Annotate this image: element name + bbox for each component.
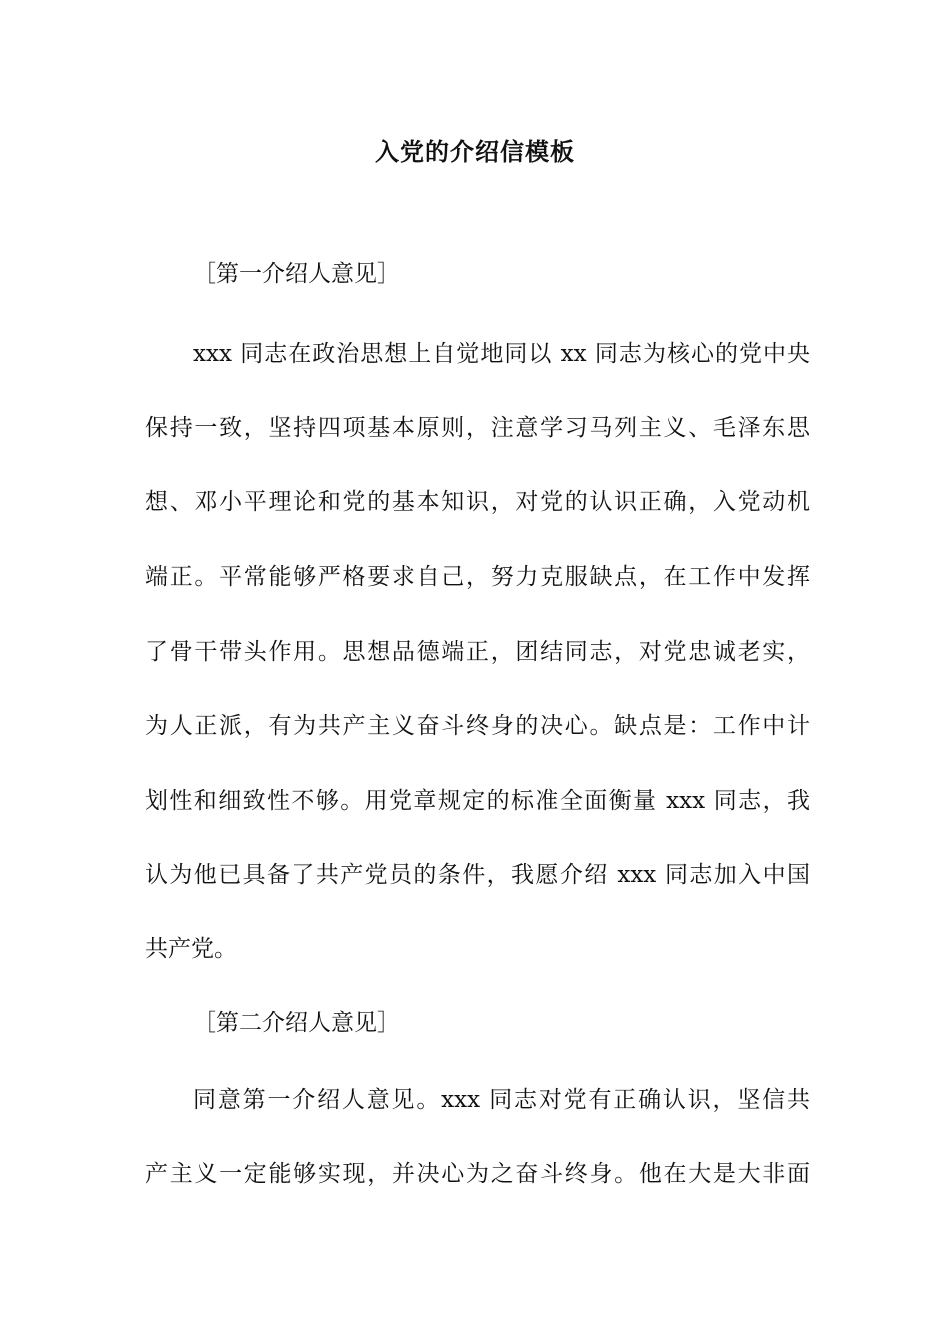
paragraph-line: xxx 同志在政治思想上自觉地同以 xx 同志为核心的党中央 [193, 341, 810, 367]
paragraph-line: 同意第一介绍人意见。xxx 同志对党有正确认识，坚信共 [193, 1087, 810, 1113]
paragraph-line: 端正。平常能够严格要求自己，努力克服缺点，在工作中发挥 [145, 564, 810, 590]
section-heading-first-introducer: ［第一介绍人意见］ [193, 261, 400, 287]
paragraph-line: 认为他已具备了共产党员的条件，我愿介绍 xxx 同志加入中国 [145, 862, 810, 888]
paragraph-line: 保持一致，坚持四项基本原则，注意学习马列主义、毛泽东思 [145, 415, 810, 441]
paragraph-line: 想、邓小平理论和党的基本知识，对党的认识正确，入党动机 [145, 489, 810, 515]
section-heading-second-introducer: ［第二介绍人意见］ [193, 1010, 400, 1036]
paragraph-line: 了骨干带头作用。思想品德端正，团结同志，对党忠诚老实， [145, 639, 810, 665]
paragraph-line: 为人正派，有为共产主义奋斗终身的决心。缺点是：工作中计 [145, 713, 810, 739]
document-title: 入党的介绍信模板 [375, 137, 575, 166]
paragraph-line: 共产党。 [145, 936, 237, 962]
paragraph-line: 划性和细致性不够。用党章规定的标准全面衡量 xxx 同志，我 [145, 788, 810, 814]
paragraph-line: 产主义一定能够实现，并决心为之奋斗终身。他在大是大非面 [145, 1161, 810, 1187]
